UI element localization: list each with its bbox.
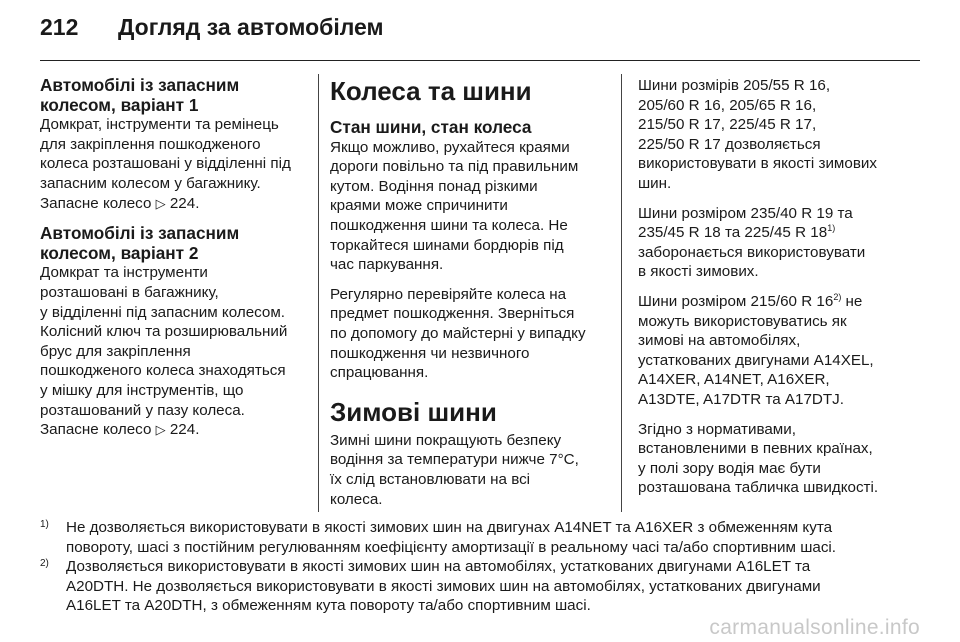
page-title: Догляд за автомобілем [118,14,384,40]
column-1 [40,76,306,441]
paragraph [40,115,306,214]
column-3 [638,76,928,498]
reference-page[interactable]: 224. [169,194,200,212]
heading-line: Автомобілі із запасним [40,223,240,244]
text-line: Дозволяється використовувати в якості зимових шин на автомобілях, устаткованих двигунами A16LET та [66,558,811,576]
text-line: повороту, шасі з постійним регулюванням коефіцієнту амортизації в реальному часі та/або спортивним шасі. [66,538,837,556]
text-line: 205/60 R 16, 205/65 R 16, [638,96,817,114]
footnote-2 [40,557,920,616]
text-line: торкайтеся шинами бордюрів під [330,236,564,254]
text-line: розташована табличка швидкості. [638,479,879,497]
footnote-ref-2[interactable]: 2) [833,291,842,302]
text-line: Домкрат, інструменти та ремінець [40,116,279,134]
text-line: розташований у пазу колеса. [40,401,245,419]
paragraph [330,431,610,509]
text-line: Регулярно перевіряйте колеса на [330,285,567,303]
text-line: запасним колесом у багажнику. [40,174,261,192]
text-line: Не дозволяється використовувати в якості зимових шин на двигунах A14NET та A16XER з обмеженням кута [66,519,833,536]
text-line: зимові на автомобілях, [638,332,801,350]
paragraph [40,263,306,440]
text-line: пошкодження чи незвичного [330,344,530,362]
text-line: у відділенні під запасним колесом. [40,303,286,321]
text-line: устаткованих двигунами A14XEL, [638,351,874,369]
subsection-heading-tyre-condition: Стан шини, стан колеса [330,117,532,137]
text-line: Шини розміром 215/60 R 16 [638,292,834,310]
paragraph [330,285,610,383]
text-line: спрацювання. [330,364,429,382]
header-rule [40,60,920,61]
text-line: 235/45 R 18 та 225/45 R 18 [638,224,828,242]
text-line: предмет пошкодження. Зверніться [330,305,575,323]
column-divider-2 [621,74,622,512]
text-line: пошкодження шини та колеса. Не [330,216,568,234]
text-line: колеса. [330,490,383,508]
text-line: A13DTE, A17DTR та A17DTJ. [638,390,844,408]
text-line: Якщо можливо, рухайтеся краями [330,138,570,156]
heading-line: колесом, варіант 2 [40,242,199,263]
text-line: Домкрат та інструменти [40,264,208,282]
footnote-mark: 1) [40,519,49,530]
text-line: Шини розмірів 205/55 R 16, [638,77,831,94]
text-line: можуть використовуватись як [638,312,847,330]
text-line: в якості зимових. [638,263,759,281]
text-line: Колісний ключ та розширювальний [40,323,288,341]
footnote-1 [40,518,920,557]
paragraph [638,204,928,282]
reference-page[interactable]: 224. [169,421,200,439]
text-line: A20DTH. Не дозволяється використовувати в якості зимових шин на автомобілях, устаткованих двигунами [66,577,821,595]
text-line: шин. [638,174,672,192]
page-reference-arrow-icon: ▷ [155,196,166,212]
page-header [40,14,384,41]
column-divider-1 [318,74,319,512]
reference-text: Запасне колесо [40,421,152,439]
text-fragment: не [841,292,863,310]
paragraph [330,138,610,275]
text-line: Зимні шини покращують безпеку [330,431,562,449]
text-line: їх слід встановлювати на всі [330,470,531,488]
text-line: Згідно з нормативами, [638,420,796,438]
text-line: кутом. Водіння понад різкими [330,177,538,195]
text-line: 215/50 R 17, 225/45 R 17, [638,116,817,134]
footnote-ref-1[interactable]: 1) [827,223,836,234]
text-line: колеса розташовані у відділенні під [40,155,291,173]
text-line: Шини розміром 235/40 R 19 та [638,204,853,222]
text-line: водіння за температури нижче 7°C, [330,451,579,469]
text-line: у полі зору водія має бути [638,459,821,477]
paragraph [638,420,928,498]
text-line: по допомогу до майстерні у випадку [330,324,586,342]
section-title-winter-tyres: Зимові шини [330,396,497,427]
page-reference-arrow-icon: ▷ [155,423,166,439]
paragraph [638,292,928,410]
text-line: A16LET та A20DTH, з обмеженням кута повороту та/або спортивним шасі. [66,597,591,615]
text-line: встановленими в певних країнах, [638,440,873,458]
text-line: час паркування. [330,256,444,274]
footnote-mark: 2) [40,558,49,570]
text-line: використовувати в якості зимових [638,155,877,173]
watermark: carmanualsonline.info [709,616,920,639]
text-line: пошкодженого колеса знаходяться [40,362,286,380]
column-2 [330,76,610,509]
text-line: заборонається використовувати [638,243,866,261]
reference-text: Запасне колесо [40,194,152,212]
text-line: дороги повільно та під правильним [330,158,579,176]
section-heading-variant-1 [40,76,306,115]
text-line: A14XER, A14NET, A16XER, [638,371,830,389]
text-line: брус для закріплення [40,342,191,360]
text-line: для закріплення пошкодженого [40,135,261,153]
text-line: 225/50 R 17 дозволяється [638,135,821,153]
section-heading-variant-2 [40,224,306,263]
text-line: розташовані в багажнику, [40,283,219,301]
paragraph [638,76,928,194]
heading-line: колесом, варіант 1 [40,94,199,115]
section-title-wheels-tyres: Колеса та шини [330,76,532,106]
text-line: краями може спричинити [330,197,508,215]
page-number: 212 [40,14,79,40]
heading-line: Автомобілі із запасним [40,75,240,95]
footnotes [40,518,920,616]
text-line: у мішку для інструментів, що [40,381,244,399]
